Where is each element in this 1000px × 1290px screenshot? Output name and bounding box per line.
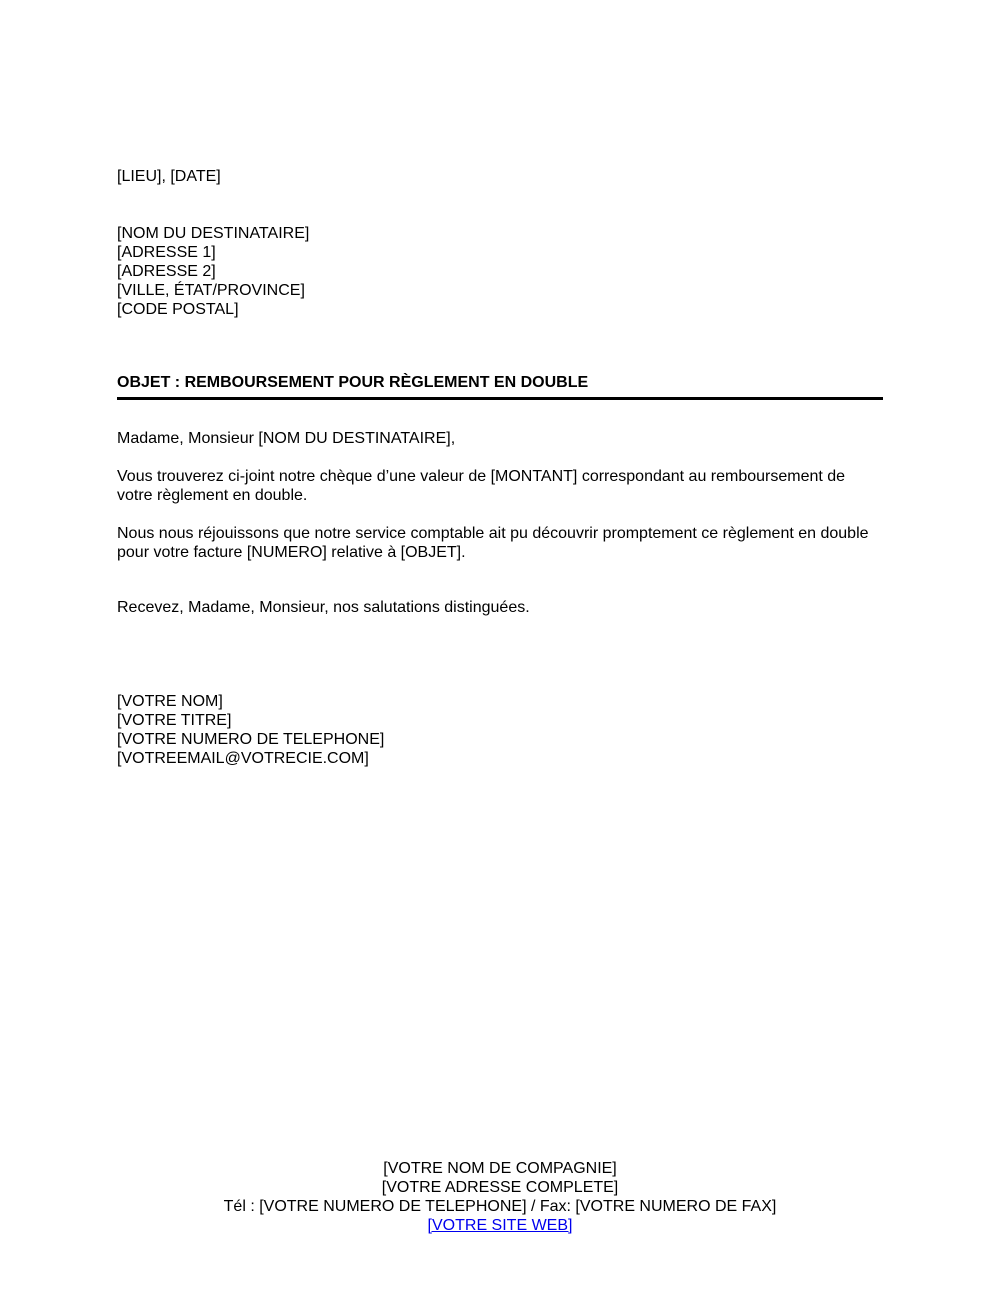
recipient-city-state: [VILLE, ÉTAT/PROVINCE] <box>117 282 305 299</box>
recipient-address-1: [ADRESSE 1] <box>117 244 216 261</box>
recipient-block <box>117 224 883 319</box>
body-paragraph-1: Vous trouverez ci-joint notre chèque d’une valeur de [MONTANT] correspondant au remboursement de votre règlement en double. <box>117 468 846 504</box>
signature-block <box>117 692 883 768</box>
footer-company: [VOTRE NOM DE COMPAGNIE] <box>383 1160 617 1177</box>
signature-name: [VOTRE NOM] <box>117 693 223 710</box>
recipient-name: [NOM DU DESTINATAIRE] <box>117 225 310 242</box>
recipient-postal-code: [CODE POSTAL] <box>117 301 239 318</box>
signature-phone: [VOTRE NUMERO DE TELEPHONE] <box>117 731 385 748</box>
date-line: [LIEU], [DATE] <box>117 168 221 185</box>
footer-block <box>0 1159 1000 1235</box>
closing-line: Recevez, Madame, Monsieur, nos salutations distinguées. <box>117 599 530 616</box>
salutation: Madame, Monsieur [NOM DU DESTINATAIRE], <box>117 430 456 447</box>
recipient-address-2: [ADRESSE 2] <box>117 263 216 280</box>
footer-website-link[interactable]: [VOTRE SITE WEB] <box>427 1217 573 1234</box>
footer-phone-fax: Tél : [VOTRE NUMERO DE TELEPHONE] / Fax: [VOTRE NUMERO DE FAX] <box>223 1198 777 1215</box>
body-paragraph-2: Nous nous réjouissons que notre service comptable ait pu découvrir promptement ce règlement en double pour votre facture [NUMERO] relative à [OBJET]. <box>117 525 869 561</box>
signature-title: [VOTRE TITRE] <box>117 712 232 729</box>
subject-line: OBJET : REMBOURSEMENT POUR RÈGLEMENT EN DOUBLE <box>117 373 883 400</box>
signature-email: [VOTREEMAIL@VOTRECIE.COM] <box>117 750 369 767</box>
footer-address: [VOTRE ADRESSE COMPLETE] <box>381 1179 619 1196</box>
